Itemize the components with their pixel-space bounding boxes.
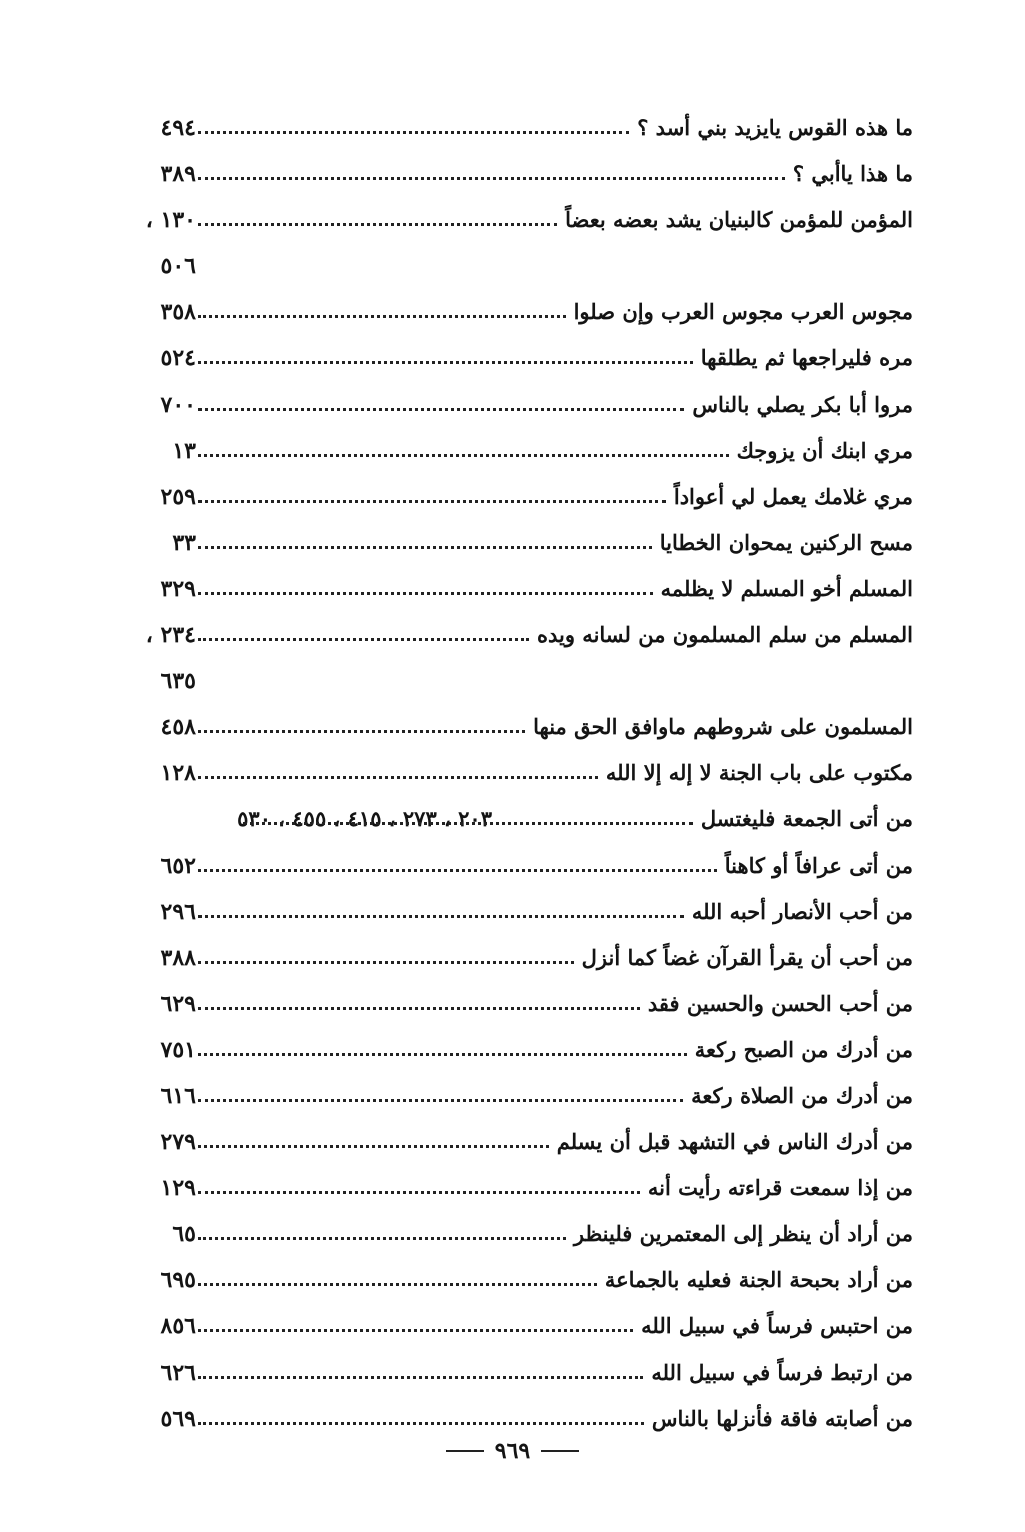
dot-leader xyxy=(198,869,717,872)
entry-text: من أصابته فاقة فأنزلها بالناس xyxy=(651,1405,913,1431)
entry-page-refs: ٦٢٩ xyxy=(160,990,196,1017)
index-entry xyxy=(132,1303,913,1349)
entry-page-refs: ١٢٩ xyxy=(160,1175,196,1202)
dot-leader xyxy=(198,776,598,779)
entry-page-refs: ٣٢٩ xyxy=(160,575,196,602)
dot-leader xyxy=(198,1376,643,1379)
index-entry xyxy=(132,1211,913,1257)
entry-page-refs: ٥٢٤ xyxy=(160,345,196,372)
entry-text: من أحب أن يقرأ القرآن غضاً كما أنزل xyxy=(581,944,913,970)
entry-text: مجوس العرب مجوس العرب وإن صلوا xyxy=(573,299,913,325)
entry-text: المسلم أخو المسلم لا يظلمه xyxy=(660,575,913,601)
index-entry xyxy=(132,796,913,842)
page-number: ٩٦٩ xyxy=(494,1438,531,1464)
page-footer xyxy=(0,1438,1025,1464)
entry-page-refs: ٨٥٦ xyxy=(160,1313,196,1340)
entry-text: من أدرك من الصلاة ركعة xyxy=(691,1082,913,1108)
dot-leader xyxy=(198,961,574,964)
index-entry xyxy=(132,1396,913,1442)
entry-page-refs: ٦٥ xyxy=(172,1221,196,1248)
entry-page-refs: ٣٣ xyxy=(172,529,196,556)
entry-page-refs: ١٣ xyxy=(172,437,196,464)
footer-dash-right xyxy=(541,1450,579,1452)
index-entry xyxy=(132,382,913,428)
dot-leader xyxy=(198,315,566,318)
entry-page-refs: ٢٩٦ xyxy=(160,898,196,925)
dot-leader xyxy=(198,131,629,134)
hadith-index-list xyxy=(132,105,913,1442)
entry-text: من أحب الأنصار أحبه الله xyxy=(691,898,913,924)
dot-leader xyxy=(198,1099,683,1102)
entry-page-refs: ٧٥١ xyxy=(160,1036,196,1063)
footer-dash-left xyxy=(446,1450,484,1452)
dot-leader xyxy=(198,915,684,918)
index-entry xyxy=(132,658,913,704)
index-entry xyxy=(132,612,913,658)
entry-page-refs: ٢٧٩ xyxy=(160,1129,196,1156)
index-entry xyxy=(132,935,913,981)
entry-text: مري غلامك يعمل لي أعواداً xyxy=(673,483,913,509)
entry-page-refs: ٦١٦ xyxy=(160,1082,196,1109)
dot-leader xyxy=(198,1007,640,1010)
entry-page-refs: ٥٠٦ xyxy=(160,253,196,280)
index-entry xyxy=(132,1257,913,1303)
entry-text: من أحب الحسن والحسين فقد xyxy=(647,990,913,1016)
entry-text: مره فليراجعها ثم يطلقها xyxy=(700,345,913,371)
index-entry xyxy=(132,566,913,612)
entry-text: مروا أبا بكر يصلي بالناس xyxy=(692,391,913,417)
index-entry xyxy=(132,105,913,151)
index-entry xyxy=(132,289,913,335)
entry-page-refs: ٦٥٢ xyxy=(160,852,196,879)
index-entry xyxy=(132,704,913,750)
dot-leader xyxy=(198,1145,549,1148)
entry-page-refs: ٣٨٩ xyxy=(160,161,196,188)
entry-text: مري ابنك أن يزوجك xyxy=(736,437,913,463)
dot-leader xyxy=(198,454,729,457)
entry-text: ما هذه القوس يايزيد بني أسد ؟ xyxy=(637,115,913,140)
dot-leader xyxy=(198,1191,640,1194)
entry-text: مسح الركنين يمحوان الخطايا xyxy=(659,529,913,555)
dot-leader xyxy=(198,361,693,364)
index-entry xyxy=(132,197,913,243)
index-entry xyxy=(132,243,913,289)
entry-page-refs: ٦٣٥ xyxy=(160,668,196,695)
index-entry xyxy=(132,889,913,935)
entry-text: مكتوب على باب الجنة لا إله إلا الله xyxy=(605,760,913,786)
dot-leader xyxy=(198,592,653,595)
index-entry xyxy=(132,520,913,566)
index-entry xyxy=(132,1073,913,1119)
dot-leader xyxy=(198,177,785,180)
dot-leader xyxy=(198,1053,687,1056)
entry-text: من أتى عرافاً أو كاهناً xyxy=(724,852,913,878)
entry-page-refs: ٢٠٣ ، ٢٧٣ ، ٤١٥ ، ٤٥٥ ، ٥٣٠ xyxy=(237,806,492,832)
entry-text: ما هذا ياأبي ؟ xyxy=(792,161,913,187)
dot-leader xyxy=(198,730,525,733)
index-entry xyxy=(132,1027,913,1073)
index-entry xyxy=(132,151,913,197)
entry-page-refs: ٣٥٨ xyxy=(160,299,196,326)
entry-page-refs: ٤٥٨ xyxy=(160,714,196,741)
dot-leader xyxy=(198,638,529,641)
index-entry xyxy=(132,335,913,381)
entry-text: من أراد بحبحة الجنة فعليه بالجماعة xyxy=(604,1267,913,1293)
index-entry xyxy=(132,981,913,1027)
dot-leader xyxy=(198,1329,633,1332)
index-entry xyxy=(132,1350,913,1396)
entry-page-refs: ٢٣٤ ، xyxy=(145,622,196,649)
dot-leader xyxy=(198,1422,644,1425)
entry-text: المؤمن للمؤمن كالبنيان يشد بعضه بعضاً xyxy=(565,207,913,233)
entry-text: من أراد أن ينظر إلى المعتمرين فلينظر xyxy=(573,1221,913,1247)
entry-text: من إذا سمعت قراءته رأيت أنه xyxy=(647,1175,913,1201)
entry-page-refs: ١٣٠ ، xyxy=(145,207,196,234)
entry-page-refs: ٢٥٩ xyxy=(160,483,196,510)
entry-text: من أدرك من الصبح ركعة xyxy=(694,1036,913,1062)
entry-text: من ارتبط فرساً في سبيل الله xyxy=(651,1359,913,1385)
entry-page-refs: ٦٢٦ xyxy=(160,1359,196,1386)
entry-text: من أتى الجمعة فليغتسل xyxy=(700,806,913,832)
index-entry xyxy=(132,428,913,474)
entry-text: المسلمون على شروطهم ماوافق الحق منها xyxy=(533,714,913,740)
dot-leader xyxy=(243,822,693,825)
dot-leader xyxy=(198,223,557,226)
entry-page-refs: ٤٩٤ xyxy=(160,115,196,141)
entry-text: من أدرك الناس في التشهد قبل أن يسلم xyxy=(556,1129,913,1155)
index-entry xyxy=(132,1165,913,1211)
dot-leader xyxy=(198,500,666,503)
entry-page-refs: ١٢٨ xyxy=(160,760,196,787)
dot-leader xyxy=(198,408,684,411)
entry-text: المسلم من سلم المسلمون من لسانه ويده xyxy=(536,622,913,648)
entry-page-refs: ٣٨٨ xyxy=(160,944,196,971)
dot-leader xyxy=(198,1283,597,1286)
index-entry xyxy=(132,750,913,796)
index-entry xyxy=(132,1119,913,1165)
index-entry xyxy=(132,843,913,889)
entry-page-refs: ٥٦٩ xyxy=(160,1405,196,1432)
entry-page-refs: ٧٠٠ xyxy=(160,391,196,418)
entry-text: من احتبس فرساً في سبيل الله xyxy=(641,1313,913,1339)
dot-leader xyxy=(198,1237,566,1240)
dot-leader xyxy=(198,546,652,549)
index-entry xyxy=(132,474,913,520)
entry-page-refs: ٦٩٥ xyxy=(160,1267,196,1294)
